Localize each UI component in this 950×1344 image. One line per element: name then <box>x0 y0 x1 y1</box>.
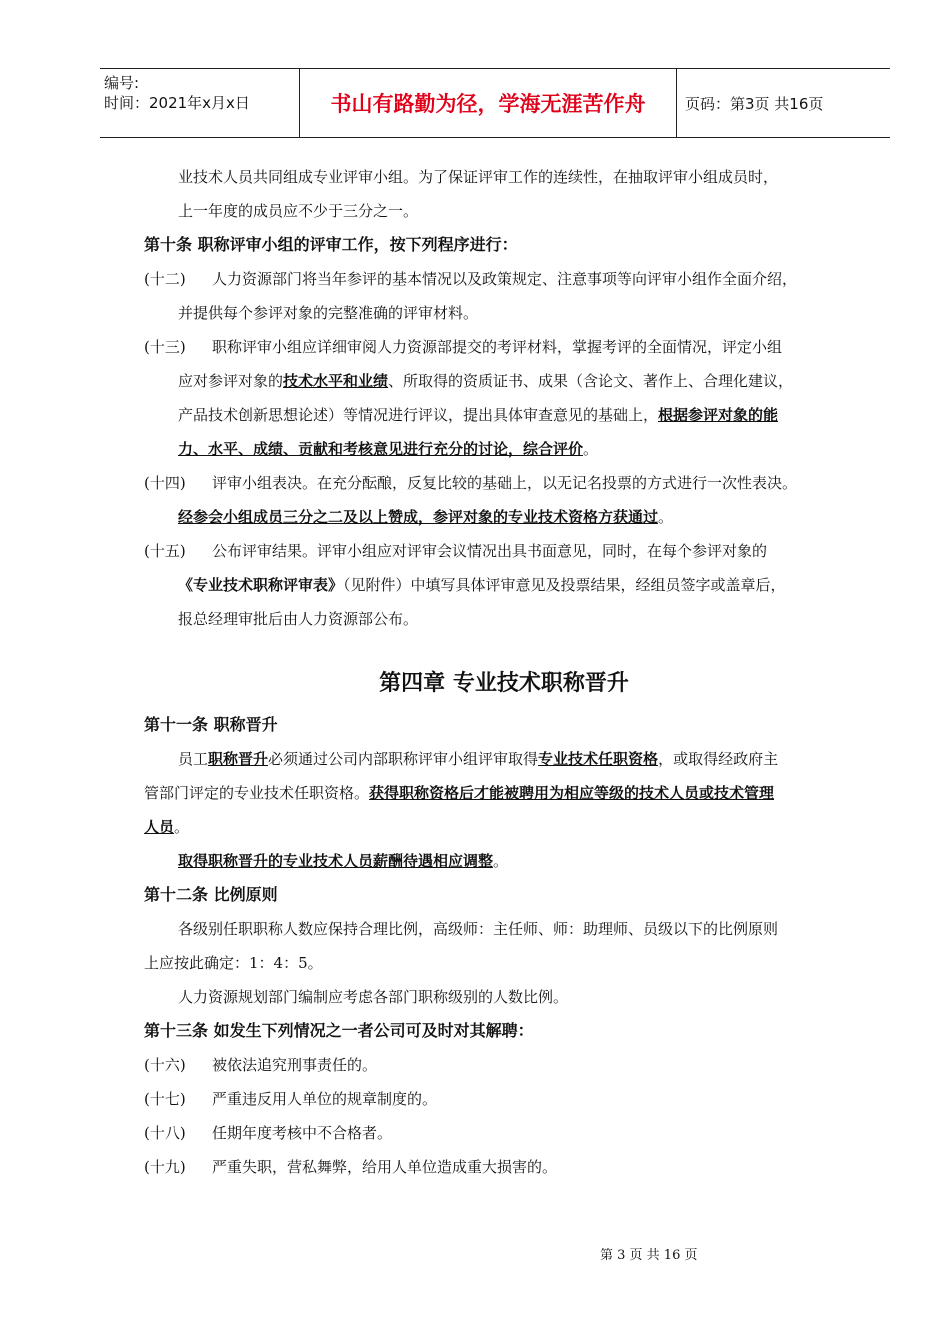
item-text: 严重违反用人单位的规章制度的。 <box>212 1090 438 1108</box>
paragraph: 上应按此确定：1：4：5。 <box>144 954 323 972</box>
item-text: 任期年度考核中不合格者。 <box>212 1124 393 1142</box>
list-item <box>144 1048 864 1082</box>
code-label: 编号: <box>104 74 140 92</box>
document-body <box>144 160 864 1184</box>
page-footer: 第 3 页 共 16 页 <box>600 1248 698 1263</box>
item-number: (十二) <box>144 270 186 288</box>
item-continuation <box>144 432 864 466</box>
page-header <box>100 68 890 138</box>
text-span: 管部门评定的专业技术任职资格。 <box>144 784 370 802</box>
item-continuation <box>144 568 864 602</box>
item-number: (十九) <box>144 1158 186 1176</box>
header-left-cell <box>100 69 300 137</box>
item-text: 评审小组表决。在充分酝酿，反复比较的基础上，以无记名投票的方式进行一次性表决。 <box>212 474 798 492</box>
item-continuation <box>144 500 864 534</box>
item-number: (十六) <box>144 1056 186 1074</box>
text-span: 员工 <box>178 750 209 768</box>
paragraph: 业技术人员共同组成专业评审小组。为了保证评审工作的连续性，在抽取评审小组成员时， <box>178 168 779 186</box>
item-number: (十七) <box>144 1090 186 1108</box>
list-item <box>144 466 864 500</box>
form-title: 《专业技术职称评审表》 <box>178 576 344 594</box>
item-number: (十三) <box>144 338 186 356</box>
emphasis-text: 技术水平和业绩 <box>283 372 389 390</box>
text-span: 必须通过公司内部职称评审小组评审取得 <box>268 750 539 768</box>
article-12-heading: 第十二条 比例原则 <box>144 885 278 904</box>
item-text: 人力资源部门将当年参评的基本情况以及政策规定、注意事项等向评审小组作全面介绍， <box>212 270 798 288</box>
time-label: 时间：2021年x月x日 <box>104 94 250 112</box>
article-13-heading: 第十三条 如发生下列情况之一者公司可及时对其解聘： <box>144 1021 534 1040</box>
item-continuation <box>144 398 864 432</box>
item-number: (十八) <box>144 1124 186 1142</box>
emphasis-text: 人员 <box>144 818 175 836</box>
paragraph: 各级别任职职称人数应保持合理比例，高级师：主任师、师：助理师、员级以下的比例原则 <box>178 920 779 938</box>
emphasis-text: 根据参评对象的能 <box>658 406 779 424</box>
paragraph <box>144 844 864 878</box>
item-continuation <box>144 364 864 398</box>
article-11-heading: 第十一条 职称晋升 <box>144 715 278 734</box>
list-item <box>144 1116 864 1150</box>
list-item <box>144 1150 864 1184</box>
text-span: ，或取得经政府主 <box>658 750 779 768</box>
emphasis-text: 经参会小组成员三分之二及以上赞成，参评对象的专业技术资格方获通过 <box>178 508 659 526</box>
list-item <box>144 330 864 364</box>
item-text: 公布评审结果。评审小组应对评审会议情况出具书面意见，同时，在每个参评对象的 <box>212 542 768 560</box>
slogan: 书山有路勤为径，学海无涯苦作舟 <box>300 69 677 137</box>
item-continuation: 报总经理审批后由人力资源部公布。 <box>178 610 419 628</box>
item-continuation: 并提供每个参评对象的完整准确的评审材料。 <box>178 304 479 322</box>
text-span: 。 <box>583 440 599 458</box>
article-10-heading: 第十条 职称评审小组的评审工作，按下列程序进行： <box>144 235 518 254</box>
text-span: 产品技术创新思想论述）等情况进行评议，提出具体审查意见的基础上， <box>178 406 659 424</box>
item-number: (十四) <box>144 474 186 492</box>
text-span: 、所取得的资质证书、成果（含论文、著作上、合理化建议， <box>388 372 794 390</box>
page-info: 页码：第3页 共16页 <box>685 94 824 113</box>
list-item <box>144 262 864 296</box>
item-text: 职称评审小组应详细审阅人力资源部提交的考评材料，掌握考评的全面情况，评定小组 <box>212 338 783 356</box>
list-item <box>144 1082 864 1116</box>
emphasis-text: 职称晋升 <box>208 750 269 768</box>
paragraph: 人力资源规划部门编制应考虑各部门职称级别的人数比例。 <box>178 988 569 1006</box>
chapter-title: 第四章 专业技术职称晋升 <box>379 671 629 696</box>
text-span: 。 <box>174 818 190 836</box>
emphasis-text: 力、水平、成绩、贡献和考核意见进行充分的讨论，综合评价 <box>178 440 584 458</box>
text-span: 。 <box>493 852 509 870</box>
list-item <box>144 534 864 568</box>
item-text: 严重失职，营私舞弊，给用人单位造成重大损害的。 <box>212 1158 558 1176</box>
emphasis-text: 取得职称晋升的专业技术人员薪酬待遇相应调整 <box>178 852 494 870</box>
paragraph <box>144 776 864 810</box>
text-span: （见附件）中填写具体评审意见及投票结果，经组员签字或盖章后， <box>343 576 786 594</box>
item-text: 被依法追究刑事责任的。 <box>212 1056 378 1074</box>
text-span: 应对参评对象的 <box>178 372 284 390</box>
item-number: (十五) <box>144 542 186 560</box>
emphasis-text: 专业技术任职资格 <box>538 750 659 768</box>
paragraph: 上一年度的成员应不少于三分之一。 <box>178 202 419 220</box>
paragraph <box>144 742 864 776</box>
paragraph <box>144 810 864 844</box>
emphasis-text: 获得职称资格后才能被聘用为相应等级的技术人员或技术管理 <box>369 784 775 802</box>
text-span: 。 <box>658 508 674 526</box>
